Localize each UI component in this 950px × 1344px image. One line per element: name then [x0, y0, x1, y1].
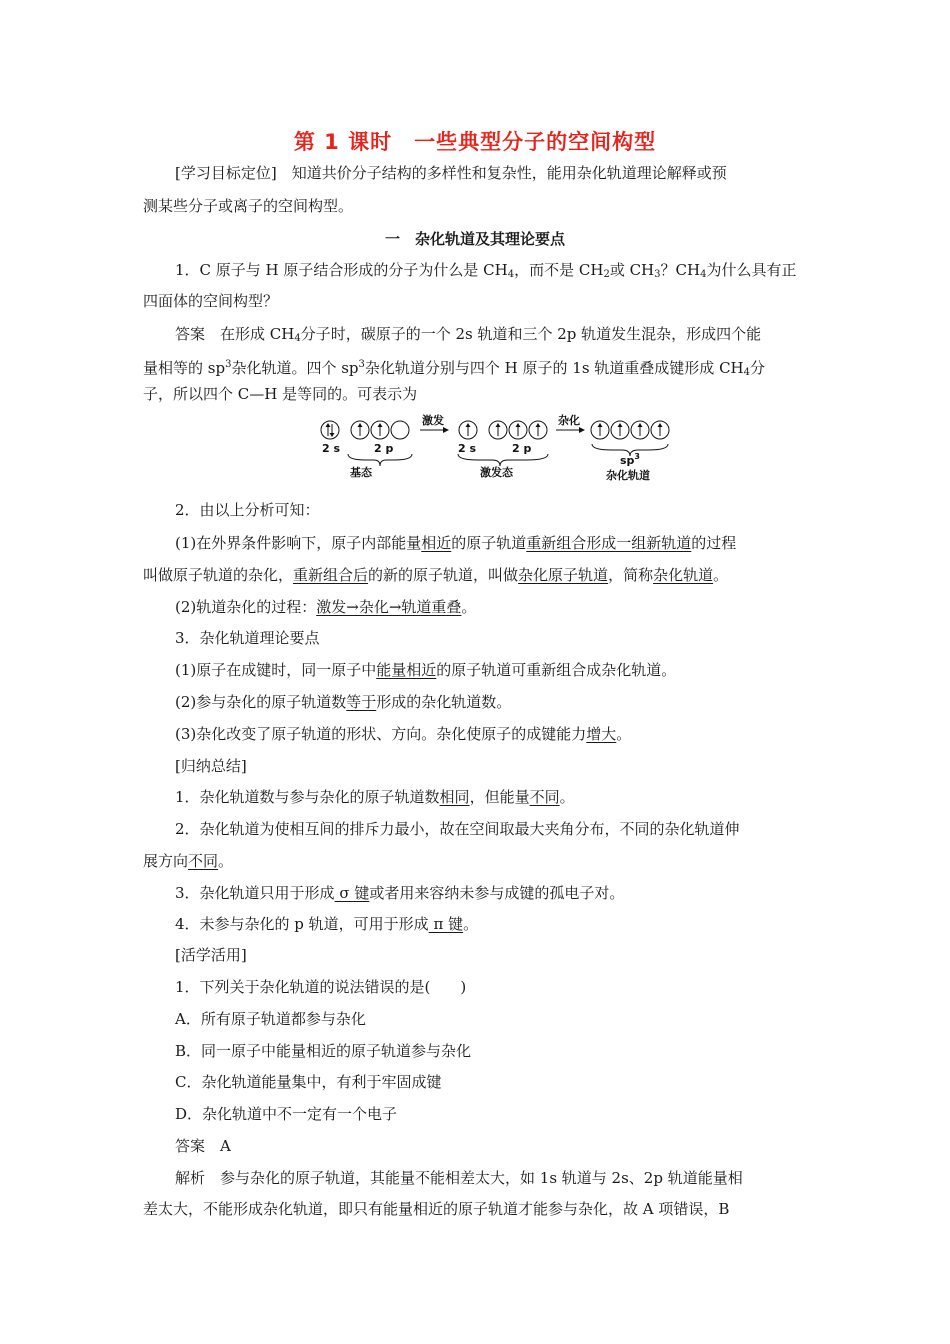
summary-2-line-1: 2．杂化轨道为使相互间的排斥力最小，故在空间取最大夹角分布，不同的杂化轨道伸 — [175, 820, 740, 838]
question-1-line-2: 四面体的空间构型？ — [143, 292, 279, 310]
label-hybrid-orbital: 杂化轨道 — [606, 469, 650, 482]
option-a: A．所有原子轨道都参与杂化 — [175, 1010, 366, 1028]
hybridization-diagram — [316, 414, 676, 482]
label-2s-excited: 2 s — [458, 442, 477, 455]
objective-line — [175, 163, 808, 183]
section-title: 一 杂化轨道及其理论要点 — [384, 230, 565, 248]
explanation-line-1: 解析 参与杂化的原子轨道，其能量不能相差太大，如 1s 轨道与 2s、2p 轨道能量相 — [175, 1169, 743, 1187]
point-2-2: (2)轨道杂化的过程：激发→杂化→轨道重叠。 — [175, 598, 477, 616]
practice-question: 1．下列关于杂化轨道的说法错误的是( ) — [175, 978, 467, 996]
summary-1: 1．杂化轨道数与参与杂化的原子轨道数相同，但能量不同。 — [175, 788, 575, 806]
practice-answer: 答案 A — [175, 1137, 231, 1155]
point-2-1-line-1: (1)在外界条件影响下，原子内部能量相近的原子轨道重新组合形成一组新轨道的过程 — [175, 534, 737, 552]
point-2-heading: 2．由以上分析可知： — [175, 501, 320, 519]
answer-1-line-1: 答案 在形成 $CH_4$分子时，碳原子的一个 2s 轨道和三个 2p 轨道发生混杂，形成四个能 — [175, 325, 762, 344]
summary-2-line-2: 展方向不同。 — [143, 852, 234, 870]
lesson-title: 第 1 课时 一些典型分子的空间构型 — [293, 130, 657, 154]
option-b: B．同一原子中能量相近的原子轨道参与杂化 — [175, 1042, 472, 1060]
summary-4: 4．未参与杂化的 p 轨道，可用于形成 π 键。 — [175, 915, 479, 933]
point-3-1: (1)原子在成键时，同一原子中能量相近的原子轨道可重新组合成杂化轨道。 — [175, 661, 677, 679]
option-d: D．杂化轨道中不一定有一个电子 — [175, 1105, 398, 1123]
summary-tag: [归纳总结] — [175, 757, 247, 775]
objective-text: 知道共价分子结构的多样性和复杂性，能用杂化轨道理论解释或预 — [291, 164, 727, 182]
label-2p-excited: 2 p — [512, 442, 532, 455]
label-excite: 激发 — [422, 414, 444, 427]
label-sp: $sp^3$ — [620, 452, 640, 467]
point-3-heading: 3．杂化轨道理论要点 — [175, 629, 320, 647]
objective-line-2: 测某些分子或离子的空间构型。 — [143, 197, 354, 215]
answer-1-line-2: 量相等的 $sp^3$杂化轨道。四个 $sp^3$杂化轨道分别与四个 H 原子的 1s 轨道重叠成键形成 $CH_4$分 — [143, 359, 766, 378]
label-2s: 2 s — [322, 442, 341, 455]
label-excited-state: 激发态 — [480, 466, 513, 479]
explanation-line-2: 差太大，不能形成杂化轨道，即只有能量相近的原子轨道才能参与杂化，故 A 项错误，B — [143, 1200, 730, 1218]
label-ground-state: 基态 — [350, 466, 372, 479]
label-2p: 2 p — [374, 442, 394, 455]
point-2-1-line-2: 叫做原子轨道的杂化，重新组合后的新的原子轨道，叫做杂化原子轨道，简称杂化轨道。 — [143, 566, 729, 584]
label-hybridize: 杂化 — [558, 414, 580, 427]
objective-tag: [学习目标定位] — [175, 164, 277, 182]
summary-3: 3．杂化轨道只用于形成 σ 键或者用来容纳未参与成键的孤电子对。 — [175, 884, 625, 902]
option-c: C．杂化轨道能量集中，有利于牢固成键 — [175, 1073, 442, 1091]
question-1-line-1: 1．C 原子与 H 原子结合形成的分子为什么是 $CH_4$，而不是 $CH_2$或 $CH_3$？$CH_4$为什么具有正 — [175, 261, 797, 280]
practice-tag: [活学活用] — [175, 946, 247, 964]
point-3-3: (3)杂化改变了原子轨道的形状、方向。杂化使原子的成键能力增大。 — [175, 725, 632, 743]
orbital-circle — [391, 421, 409, 439]
answer-1-line-3: 子，所以四个 C—H 是等同的。可表示为 — [143, 385, 418, 403]
orbital-circle — [321, 421, 339, 439]
point-3-2: (2)参与杂化的原子轨道数等于形成的杂化轨道数。 — [175, 693, 512, 711]
